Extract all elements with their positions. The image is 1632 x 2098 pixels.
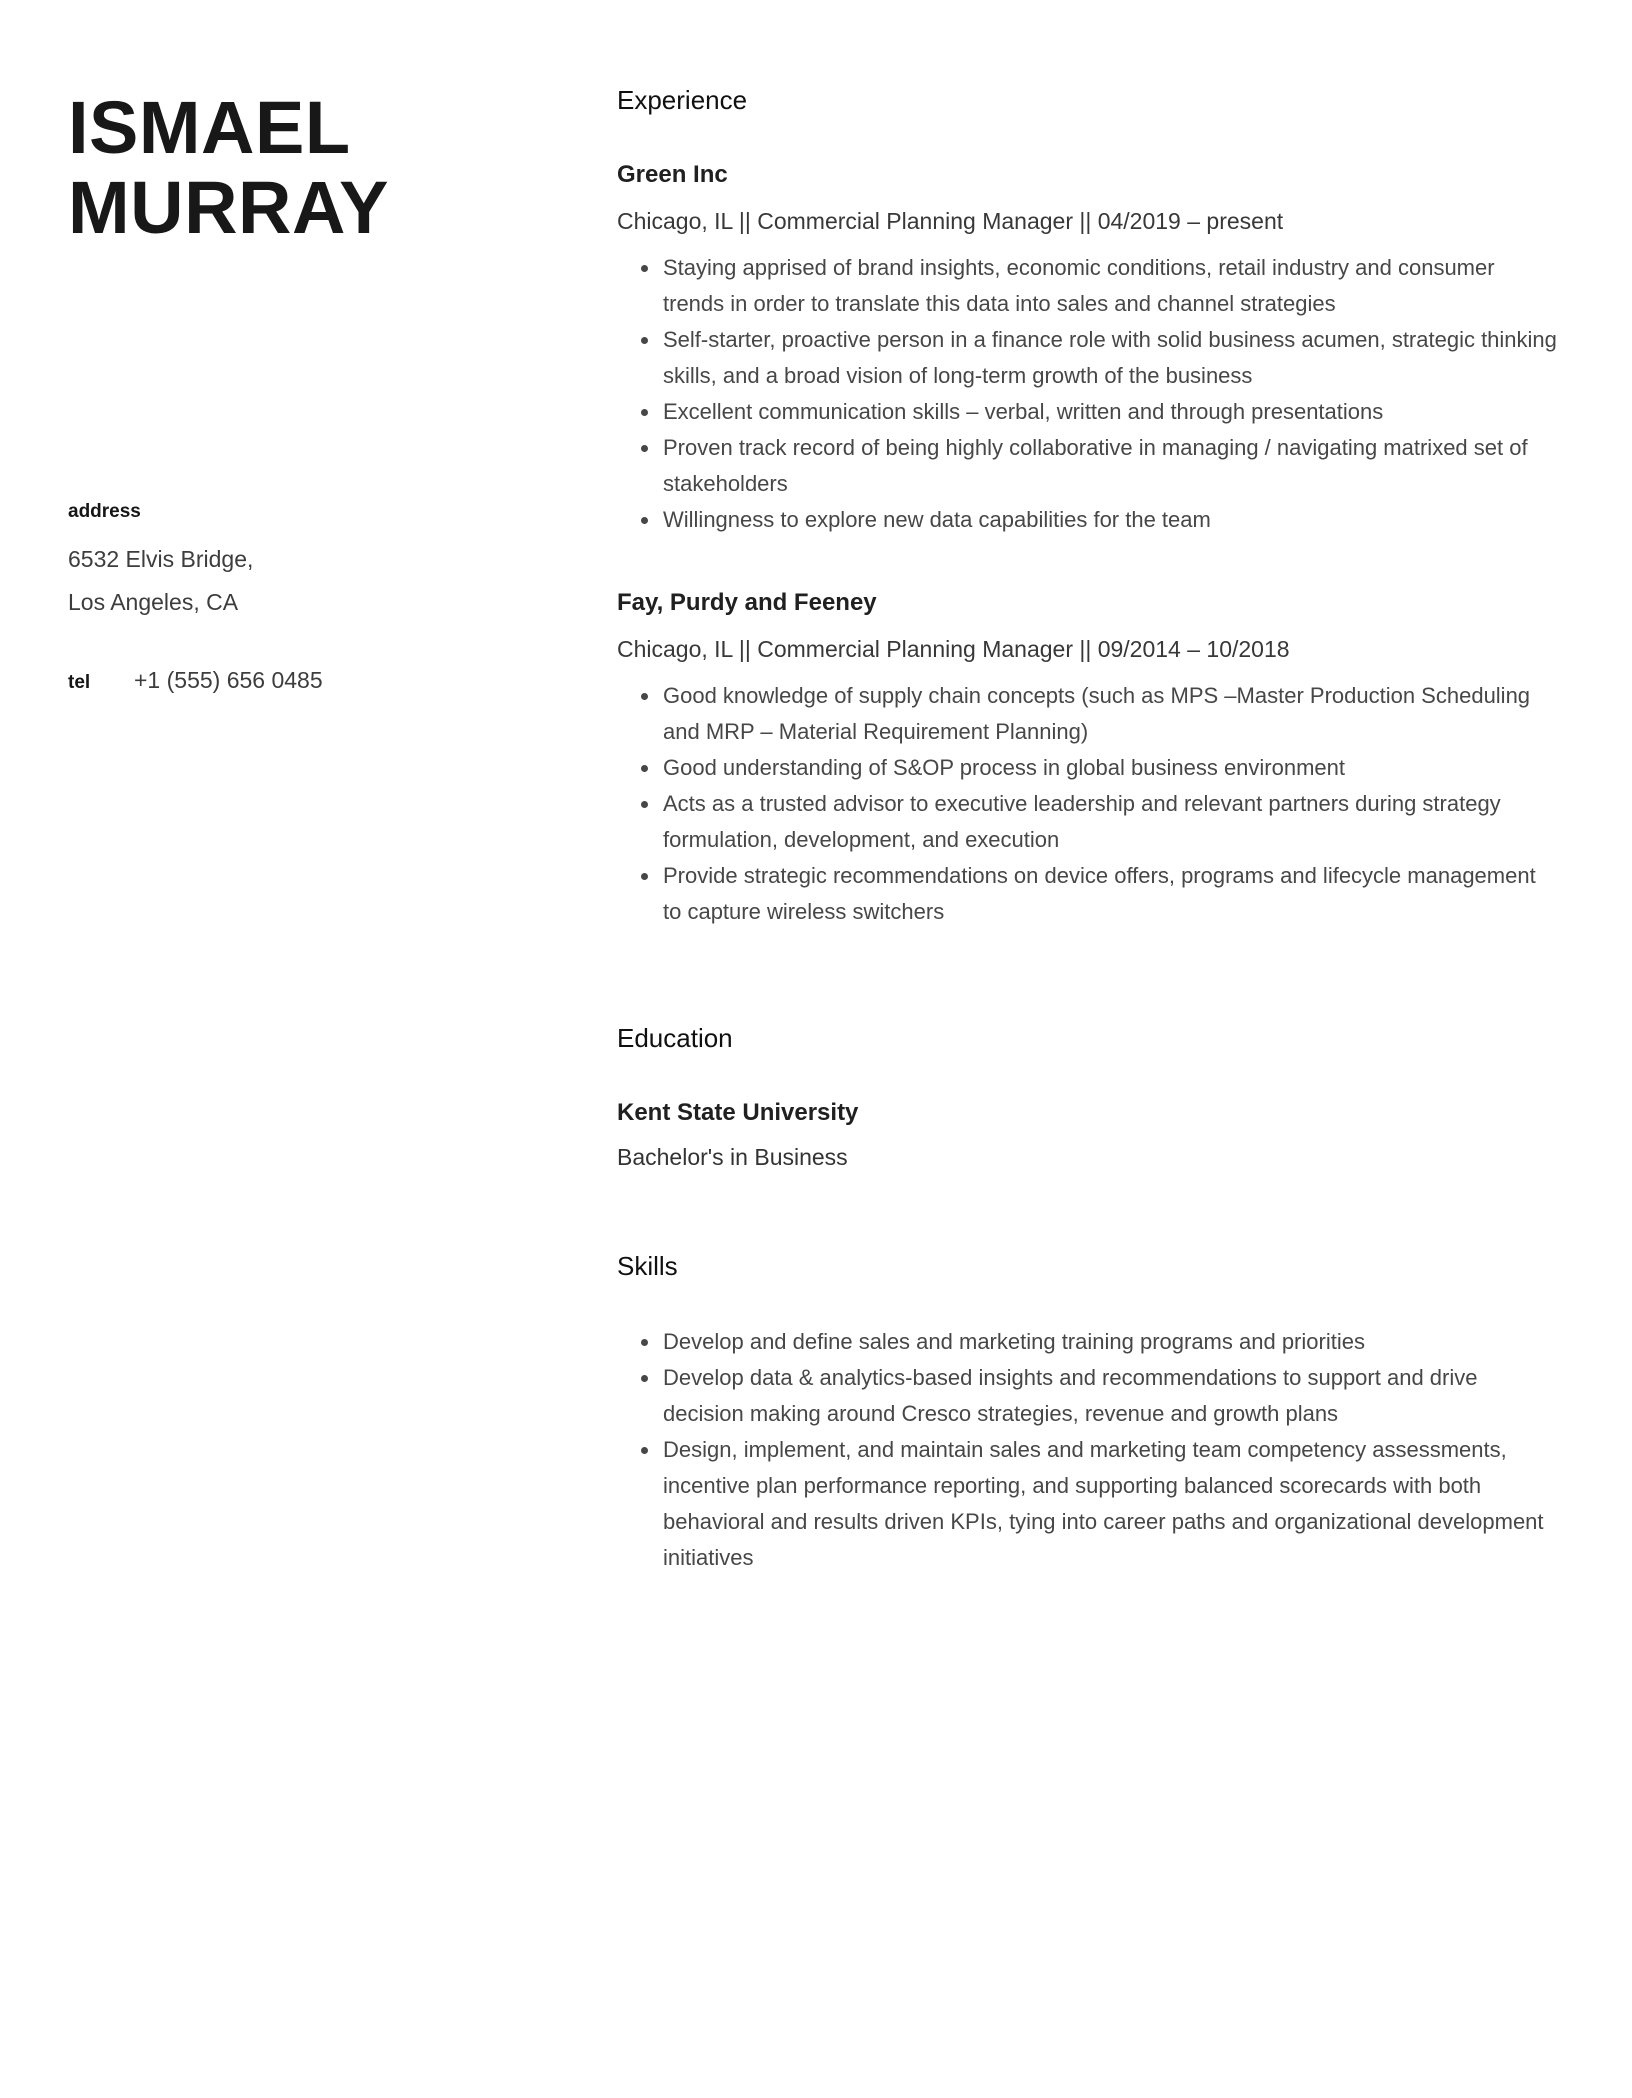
address-label: address	[68, 501, 141, 522]
bullet-item: • Staying apprised of brand insights, economic conditions, retail industry and consumer trends in order to translate this data into sales and channel strategies	[661, 250, 1560, 322]
job-meta: Chicago, IL || Commercial Planning Manager || 09/2014 – 10/2018	[617, 636, 1290, 662]
skills-list	[617, 1324, 1560, 1576]
tel-value: +1 (555) 656 0485	[134, 667, 323, 693]
tel-label: tel	[68, 672, 91, 693]
candidate-name	[68, 88, 577, 248]
job-meta: Chicago, IL || Commercial Planning Manager || 04/2019 – present	[617, 208, 1284, 234]
experience-section-title: Experience	[617, 85, 748, 115]
skills-section-title: Skills	[617, 1251, 678, 1281]
bullet-item: • Self-starter, proactive person in a finance role with solid business acumen, strategic thinking skills, and a broad vision of long-term growth of the business	[661, 322, 1560, 394]
job-entry	[617, 588, 1560, 930]
education-section-title: Education	[617, 1023, 733, 1053]
address-line-2: Los Angeles, CA	[68, 589, 239, 615]
bullet-item: • Excellent communication skills – verbal, written and through presentations	[661, 394, 1560, 430]
bullet-list	[617, 678, 1560, 930]
tel-row	[68, 666, 577, 695]
bullet-item: • Good knowledge of supply chain concepts (such as MPS –Master Production Scheduling and MRP – Material Requirement Planning)	[661, 678, 1560, 750]
job-entry	[617, 160, 1560, 538]
bullet-item: • Acts as a trusted advisor to executive leadership and relevant partners during strategy formulation, development, and execution	[661, 786, 1560, 858]
section-education	[617, 1022, 1560, 1172]
bullet-item: • Provide strategic recommendations on device offers, programs and lifecycle management to capture wireless switchers	[661, 858, 1560, 930]
school-name: Kent State University	[617, 1099, 859, 1126]
name-line-1: ISMAEL	[68, 86, 351, 169]
degree: Bachelor's in Business	[617, 1144, 848, 1170]
bullet-item: • Willingness to explore new data capabilities for the team	[661, 502, 1560, 538]
sidebar	[0, 0, 617, 2098]
company-name: Fay, Purdy and Feeney	[617, 589, 877, 616]
bullet-item: • Develop and define sales and marketing training programs and priorities	[661, 1324, 1560, 1360]
address-line-1: 6532 Elvis Bridge,	[68, 546, 254, 572]
bullet-item: • Proven track record of being highly collaborative in managing / navigating matrixed set of stakeholders	[661, 430, 1560, 502]
contact-block	[68, 500, 577, 695]
bullet-item: • Develop data & analytics-based insights and recommendations to support and drive decision making around Cresco strategies, revenue and growth plans	[661, 1360, 1560, 1432]
address-lines	[68, 538, 577, 624]
section-skills	[617, 1250, 1560, 1576]
section-experience	[617, 84, 1560, 930]
name-line-2: MURRAY	[68, 166, 389, 249]
bullet-item: • Design, implement, and maintain sales and marketing team competency assessments, incentive plan performance reporting, and supporting balanced scorecards with both behavioral and results driven KPIs, tying into career paths and organizational development initiatives	[661, 1432, 1560, 1576]
bullet-item: • Good understanding of S&OP process in global business environment	[661, 750, 1560, 786]
bullet-list	[617, 250, 1560, 538]
main-content	[617, 0, 1632, 2098]
company-name: Green Inc	[617, 161, 728, 188]
